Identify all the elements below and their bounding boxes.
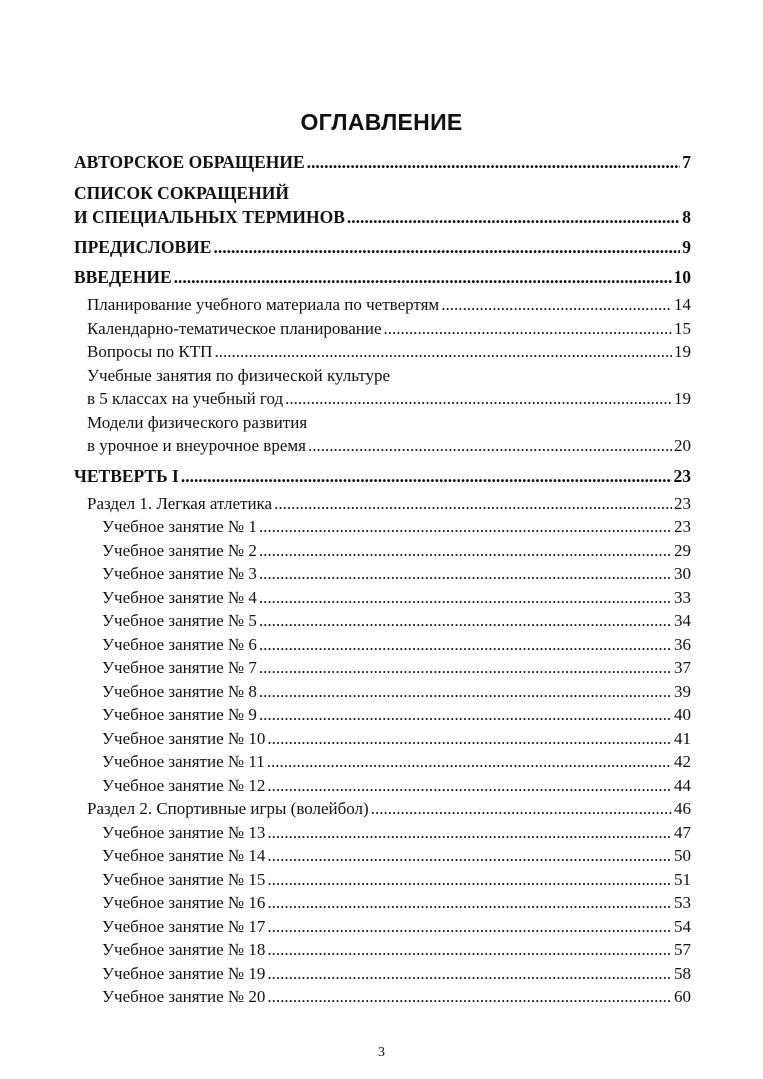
toc-entry-level-1[interactable]: [74, 265, 691, 289]
toc-page-number: 60: [674, 987, 691, 1006]
dot-leader: [267, 821, 672, 845]
toc-entry-level-2[interactable]: [74, 364, 691, 411]
toc-entry-title: Учебное занятие № 14: [102, 846, 266, 865]
toc-entry-level-3[interactable]: [74, 562, 691, 586]
toc-page-number: 54: [674, 916, 691, 936]
toc-page-number: 58: [674, 963, 691, 983]
dot-leader: [267, 985, 672, 1009]
toc-page-number: 50: [674, 846, 691, 865]
dot-leader: [259, 539, 672, 563]
dot-leader: [267, 938, 672, 962]
toc-entry-level-3[interactable]: [74, 586, 691, 610]
toc-page-number: 30: [674, 564, 691, 583]
toc-page-number: 37: [674, 658, 691, 677]
dot-leader: [214, 340, 672, 364]
toc-entry-level-3[interactable]: [74, 962, 691, 986]
toc-entry-title: Учебное занятие № 13: [102, 822, 266, 842]
toc-entry-title: Учебное занятие № 18: [102, 940, 266, 959]
toc-page-number: 23: [674, 517, 691, 536]
toc-entry-level-1[interactable]: [74, 150, 691, 174]
toc-entry-title: Планирование учебного материала по четвертям: [87, 295, 440, 314]
toc-entry-level-3[interactable]: [74, 703, 691, 727]
toc-entry-title: Учебное занятие № 10: [102, 728, 266, 748]
toc-entry-level-1[interactable]: [74, 464, 691, 488]
dot-leader: [259, 562, 672, 586]
toc-page-number: 9: [682, 237, 691, 257]
toc-entry-level-2[interactable]: [74, 317, 691, 341]
toc-entry-title: Календарно-тематическое планирование: [87, 318, 382, 338]
dot-leader: [308, 434, 672, 458]
toc-entry-title: Учебное занятие № 2: [102, 540, 257, 560]
toc-entry-level-3[interactable]: [74, 750, 691, 774]
toc-entry-title: Учебное занятие № 1: [102, 517, 257, 536]
dot-leader: [259, 609, 672, 633]
dot-leader: [267, 915, 672, 939]
dot-leader: [267, 962, 672, 986]
toc-page-number: 23: [673, 465, 691, 486]
toc-entry-title: Учебное занятие № 4: [102, 587, 257, 607]
toc-entry-title: Учебное занятие № 9: [102, 705, 257, 724]
toc-page-number: 47: [674, 822, 691, 842]
toc-page-number: 57: [674, 940, 691, 959]
toc-page-number: 7: [682, 152, 691, 172]
dot-leader: [347, 205, 680, 229]
dot-leader: [307, 150, 681, 174]
toc-entry-title: И СПЕЦИАЛЬНЫХ ТЕРМИНОВ: [74, 207, 345, 227]
toc-entry-title: ВВЕДЕНИЕ: [74, 267, 172, 287]
toc-entry-level-2[interactable]: [74, 340, 691, 364]
dot-leader: [267, 727, 672, 751]
toc-entry-level-1[interactable]: [74, 181, 691, 229]
dot-leader: [181, 464, 672, 488]
page-number: 3: [378, 1045, 385, 1060]
toc-entry-title: в 5 классах на учебный год: [87, 389, 284, 408]
toc-entry-title: АВТОРСКОЕ ОБРАЩЕНИЕ: [74, 152, 305, 172]
toc-page-number: 15: [674, 318, 691, 338]
toc-page-number: 44: [674, 775, 691, 795]
toc-page-number: 46: [674, 799, 691, 818]
toc-entry-level-3[interactable]: [74, 915, 691, 939]
toc-entry-title: Раздел 1. Легкая атлетика: [87, 493, 273, 513]
toc-entry-level-3[interactable]: [74, 985, 691, 1009]
dot-leader: [267, 750, 672, 774]
toc-entry-level-2[interactable]: [74, 411, 691, 458]
toc-entry-level-2[interactable]: [74, 293, 691, 317]
toc-entry-title: ПРЕДИСЛОВИЕ: [74, 237, 212, 257]
toc-entry-level-3[interactable]: [74, 821, 691, 845]
dot-leader: [267, 891, 672, 915]
toc-entry-level-3[interactable]: [74, 868, 691, 892]
dot-leader: [259, 515, 672, 539]
toc-page-number: 40: [674, 705, 691, 724]
toc-page-number: 20: [674, 436, 691, 455]
toc-entry-level-3[interactable]: [74, 609, 691, 633]
toc-entry-level-3[interactable]: [74, 891, 691, 915]
toc-page-number: 19: [674, 389, 691, 408]
dot-leader: [371, 797, 672, 821]
toc-entry-title: Учебное занятие № 15: [102, 869, 266, 889]
page-title: ОГЛАВЛЕНИЕ: [300, 109, 463, 135]
toc-entry-title: Учебное занятие № 3: [102, 564, 257, 583]
dot-leader: [259, 633, 672, 657]
toc-page-number: 34: [674, 611, 691, 630]
dot-leader: [259, 586, 672, 610]
dot-leader: [259, 656, 672, 680]
toc-page-number: 23: [674, 493, 691, 513]
toc-entry-title: Учебное занятие № 16: [102, 893, 266, 912]
toc-entry-title: в урочное и внеурочное время: [87, 436, 306, 455]
toc-entry-title: Учебное занятие № 17: [102, 916, 266, 936]
toc-entry-level-3[interactable]: [74, 539, 691, 563]
dot-leader: [384, 317, 672, 341]
toc-entry-level-3[interactable]: [74, 938, 691, 962]
toc-entry-title: Учебное занятие № 5: [102, 611, 257, 630]
toc-page-number: 41: [674, 728, 691, 748]
toc-entry-title: Учебное занятие № 12: [102, 775, 266, 795]
toc-page-number: 29: [674, 540, 691, 560]
toc-entry-level-3[interactable]: [74, 515, 691, 539]
toc-entry-title: Модели физического развития: [87, 412, 308, 432]
toc-entry-title: Раздел 2. Спортивные игры (волейбол): [87, 799, 369, 818]
toc-entry-title: Учебное занятие № 6: [102, 634, 257, 654]
toc-page-number: 19: [674, 342, 691, 361]
table-of-contents: [74, 150, 691, 1009]
toc-entry-level-2[interactable]: [74, 797, 691, 821]
toc-entry-title: Вопросы по КТП: [87, 342, 213, 361]
dot-leader: [274, 492, 672, 516]
dot-leader: [213, 235, 680, 259]
dot-leader: [285, 387, 672, 411]
dot-leader: [267, 868, 672, 892]
toc-entry-level-3[interactable]: [74, 727, 691, 751]
toc-entry-title: СПИСОК СОКРАЩЕНИЙ: [74, 183, 289, 203]
dot-leader: [259, 680, 672, 704]
toc-entry-level-3[interactable]: [74, 680, 691, 704]
toc-page-number: 53: [674, 893, 691, 912]
toc-page-number: 42: [674, 752, 691, 771]
toc-entry-title: Учебное занятие № 11: [102, 752, 265, 771]
toc-page-number: 39: [674, 681, 691, 701]
toc-page-number: 10: [673, 267, 691, 287]
toc-entry-title: ЧЕТВЕРТЬ I: [74, 465, 179, 486]
toc-entry-title: Учебные занятия по физической культуре: [87, 365, 391, 385]
dot-leader: [174, 265, 672, 289]
toc-page-number: 36: [674, 634, 691, 654]
toc-page-number: 33: [674, 587, 691, 607]
toc-entry-level-3[interactable]: [74, 633, 691, 657]
toc-entry-title: Учебное занятие № 19: [102, 963, 266, 983]
toc-entry-level-3[interactable]: [74, 656, 691, 680]
toc-entry-title: Учебное занятие № 20: [102, 987, 266, 1006]
dot-leader: [267, 774, 672, 798]
toc-page-number: 51: [674, 869, 691, 889]
toc-entry-title: Учебное занятие № 8: [102, 681, 257, 701]
dot-leader: [267, 844, 672, 868]
toc-page-number: 14: [674, 295, 691, 314]
toc-entry-level-3[interactable]: [74, 774, 691, 798]
toc-entry-level-1[interactable]: [74, 235, 691, 259]
toc-entry-level-3[interactable]: [74, 844, 691, 868]
dot-leader: [441, 293, 672, 317]
toc-entry-level-2[interactable]: [74, 492, 691, 516]
dot-leader: [259, 703, 672, 727]
toc-entry-title: Учебное занятие № 7: [102, 658, 257, 677]
toc-page-number: 8: [682, 207, 691, 227]
